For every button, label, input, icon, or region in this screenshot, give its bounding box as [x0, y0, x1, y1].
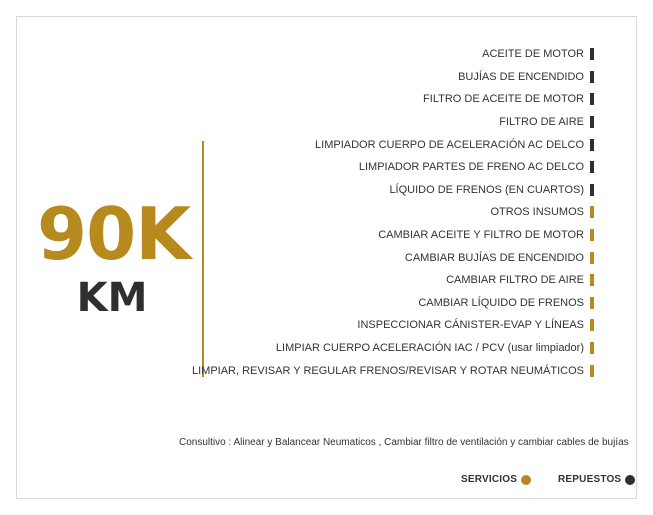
list-item-label: BUJÍAS DE ENCENDIDO	[458, 70, 584, 83]
list-item-label: INSPECCIONAR CÁNISTER-EVAP Y LÍNEAS	[357, 319, 584, 332]
legend-servicios-label: SERVICIOS	[461, 474, 518, 485]
list-item-label: LIMPIAR, REVISAR Y REGULAR FRENOS/REVISAR Y ROTAR NEUMÁTICOS	[191, 364, 584, 377]
list-item-label: CAMBIAR BUJÍAS DE ENCENDIDO	[404, 251, 584, 264]
repuesto-marker-icon	[590, 71, 594, 83]
mileage-unit: KM	[76, 275, 148, 321]
list-item	[192, 269, 594, 292]
list-item	[192, 359, 594, 382]
servicio-marker-icon	[590, 206, 594, 218]
servicio-marker-icon	[590, 229, 594, 241]
list-item	[192, 292, 594, 315]
servicio-marker-icon	[590, 342, 594, 354]
list-item-label: ACEITE DE MOTOR	[482, 48, 584, 61]
repuesto-marker-icon	[590, 184, 594, 196]
maintenance-list	[192, 43, 594, 382]
servicio-marker-icon	[590, 319, 594, 331]
list-item	[192, 88, 594, 111]
list-item-label: FILTRO DE ACEITE DE MOTOR	[423, 93, 584, 106]
list-item-label: LIMPIADOR CUERPO DE ACELERACIÓN AC DELCO	[315, 138, 584, 151]
list-item-label: LIMPIAR CUERPO ACELERACIÓN IAC / PCV (usar limpiador)	[275, 342, 584, 355]
servicio-marker-icon	[590, 274, 594, 286]
repuesto-marker-icon	[590, 139, 594, 151]
repuesto-dot-icon	[625, 475, 635, 485]
list-item-label: CAMBIAR FILTRO DE AIRE	[446, 274, 584, 287]
legend-repuestos-label: REPUESTOS	[558, 474, 622, 485]
list-item	[192, 156, 594, 179]
list-item-label: OTROS INSUMOS	[490, 206, 584, 219]
servicio-marker-icon	[590, 365, 594, 377]
list-item-label: CAMBIAR LÍQUIDO DE FRENOS	[418, 296, 584, 309]
list-item	[192, 314, 594, 337]
list-item-label: LIMPIADOR PARTES DE FRENO AC DELCO	[358, 161, 584, 174]
servicio-marker-icon	[590, 252, 594, 264]
repuesto-marker-icon	[590, 161, 594, 173]
list-item	[192, 179, 594, 202]
repuesto-marker-icon	[590, 48, 594, 60]
list-item	[192, 43, 594, 66]
advisory-note: Consultivo : Alinear y Balancear Neumaticos , Cambiar filtro de ventilación y cambiar cables de bujías	[179, 437, 629, 448]
servicio-dot-icon	[521, 475, 531, 485]
list-item	[192, 111, 594, 134]
list-item	[192, 337, 594, 360]
list-item-label: FILTRO DE AIRE	[499, 116, 584, 129]
list-item	[192, 246, 594, 269]
repuesto-marker-icon	[590, 116, 594, 128]
list-item	[192, 224, 594, 247]
list-item-label: LÍQUIDO DE FRENOS (EN CUARTOS)	[389, 183, 584, 196]
servicio-marker-icon	[590, 297, 594, 309]
list-item-label: CAMBIAR ACEITE Y FILTRO DE MOTOR	[378, 229, 584, 242]
legend-servicios	[461, 474, 531, 485]
list-item	[192, 201, 594, 224]
maintenance-card	[16, 16, 637, 499]
mileage-value: 90K	[37, 192, 190, 276]
mileage-block	[37, 192, 190, 321]
legend-repuestos	[558, 474, 635, 485]
list-item	[192, 133, 594, 156]
repuesto-marker-icon	[590, 93, 594, 105]
list-item	[192, 66, 594, 89]
